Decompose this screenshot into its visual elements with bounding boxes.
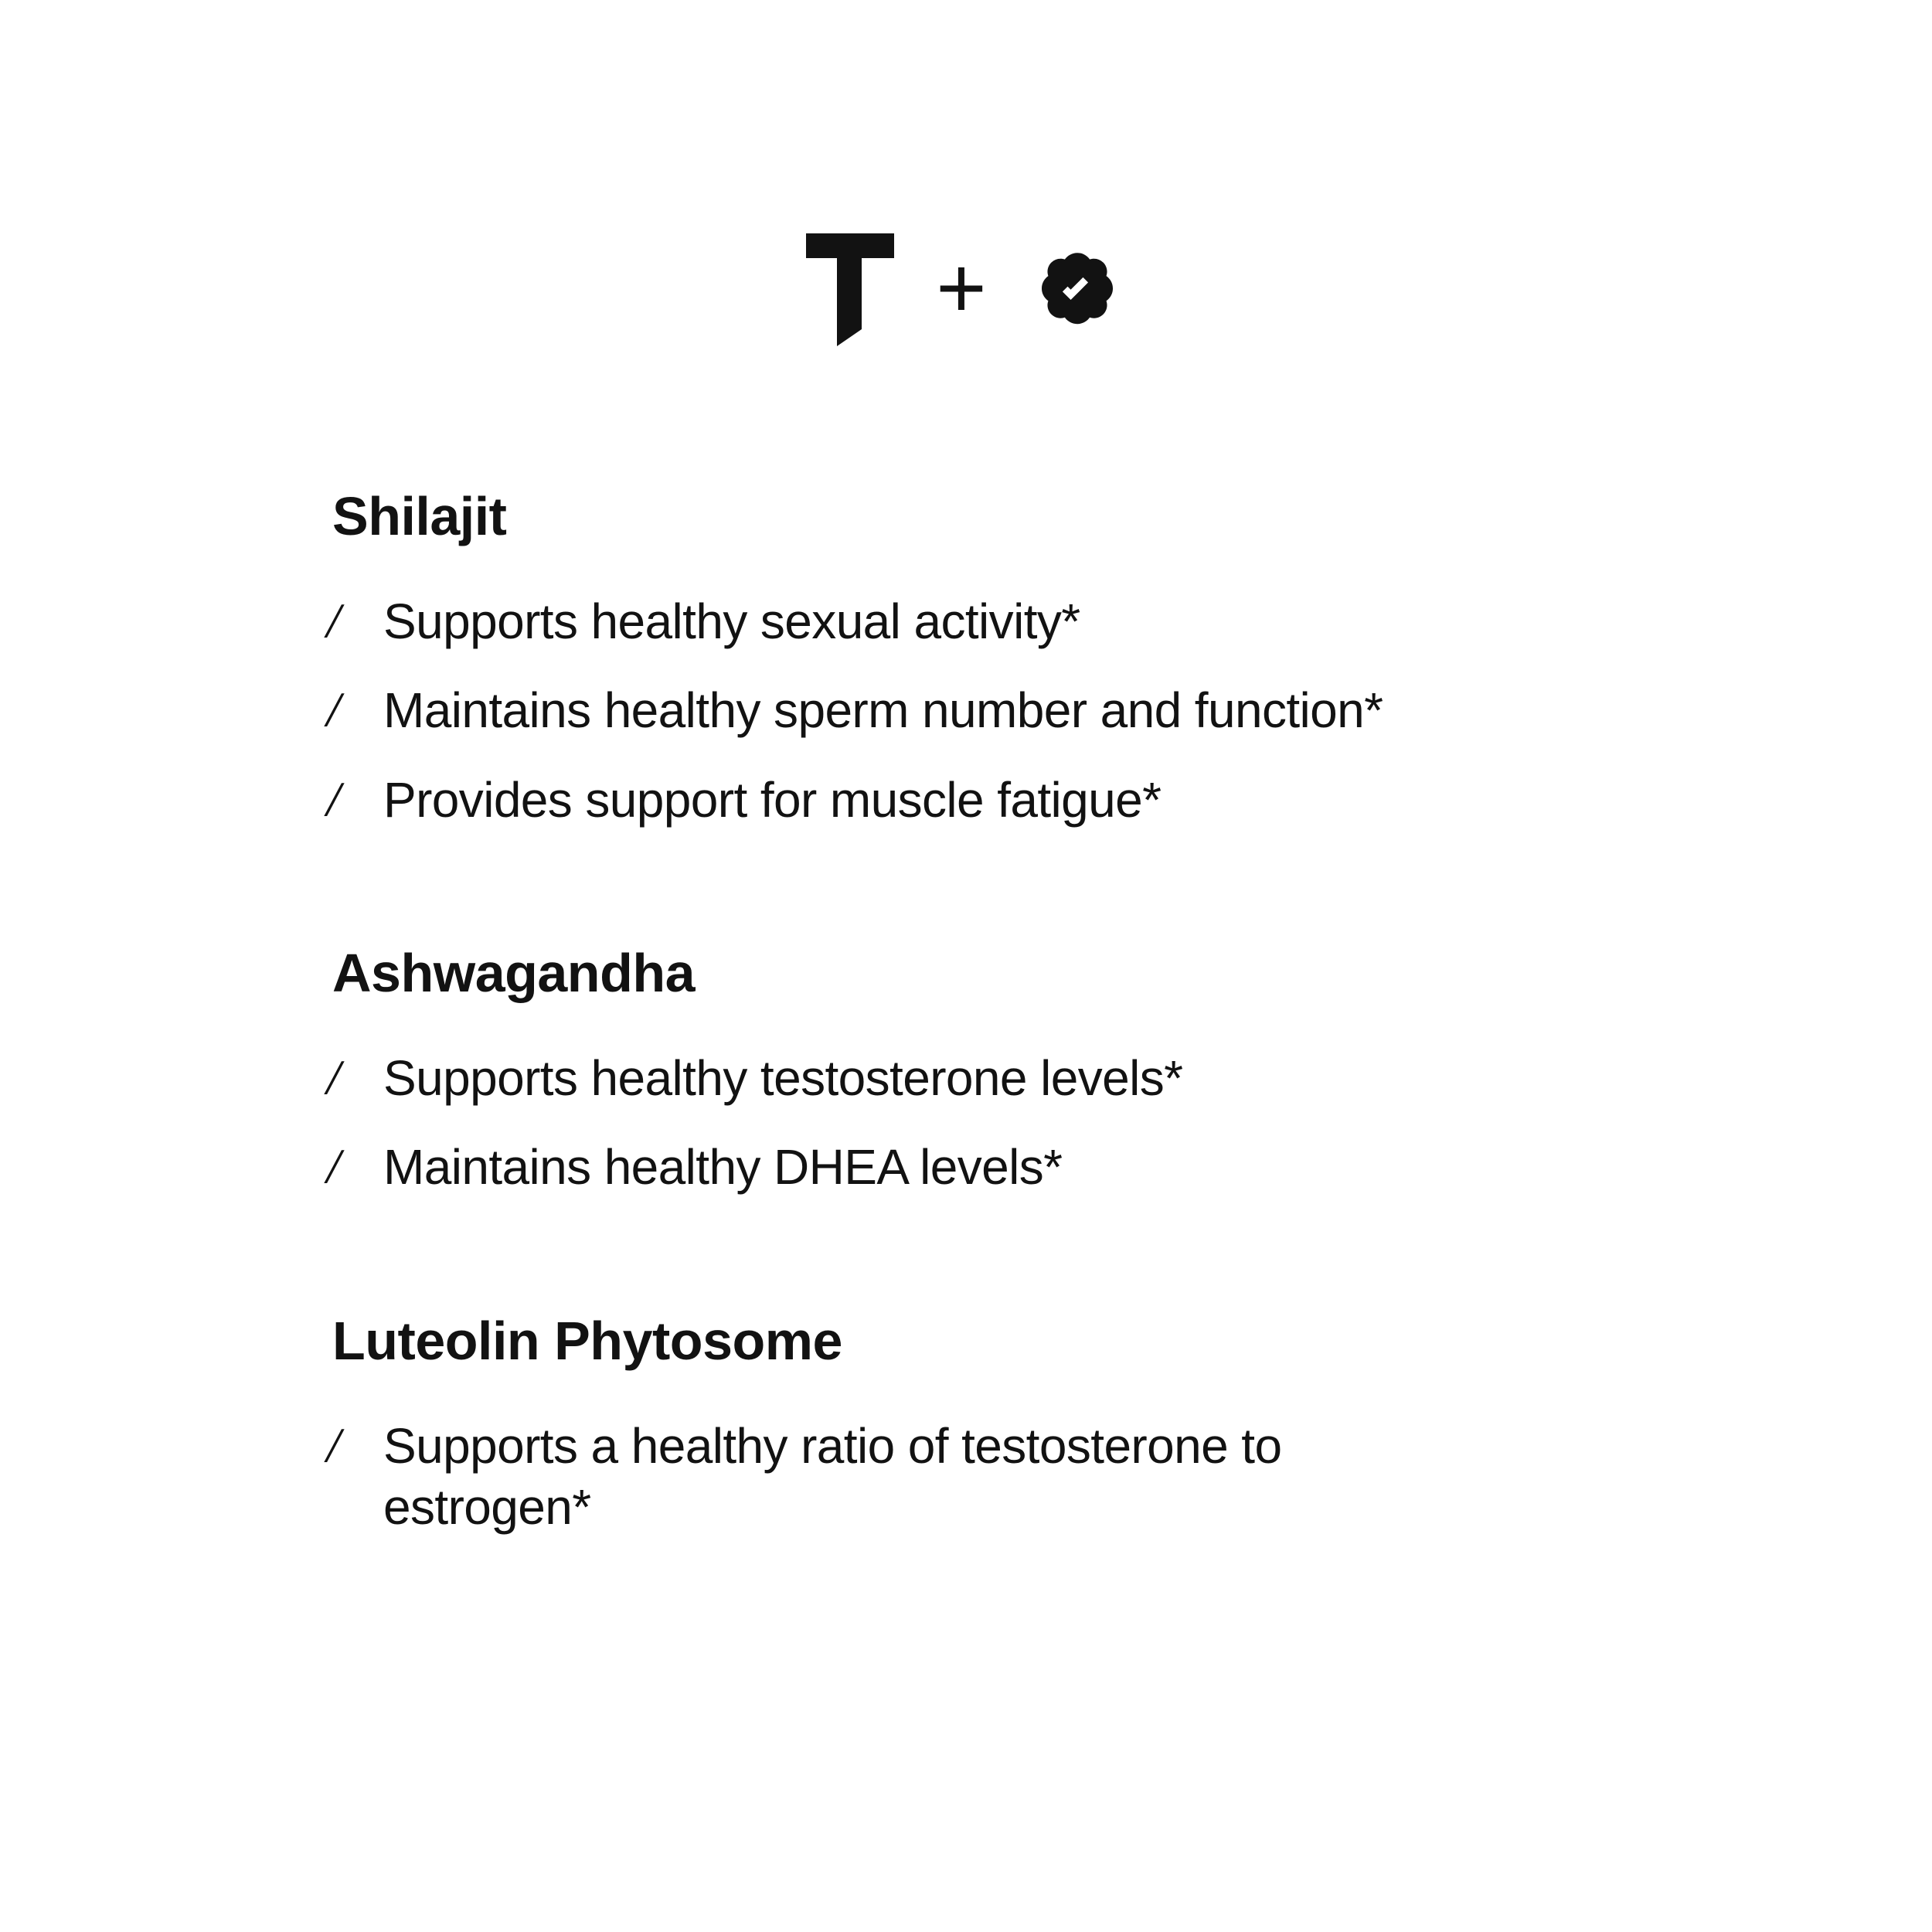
slash-bullet-icon: ⁄: [332, 1141, 339, 1195]
section-ashwagandha: [332, 944, 1692, 1199]
benefit-text: Supports a healthy ratio of testosterone to estrogen*: [383, 1417, 1282, 1536]
benefit-item: [332, 1048, 1692, 1109]
verified-check-badge-icon: [1027, 239, 1128, 343]
brand-t-logo-icon: [804, 232, 896, 350]
benefit-item: [332, 770, 1692, 831]
slash-bullet-icon: ⁄: [332, 595, 339, 648]
benefit-item: [332, 591, 1692, 652]
section-title: Luteolin Phytosome: [332, 1310, 842, 1371]
benefit-text: Provides support for muscle fatigue*: [383, 771, 1162, 828]
benefit-item: [332, 1416, 1692, 1539]
section-shilajit: [332, 487, 1692, 831]
benefit-text: Maintains healthy sperm number and function*: [383, 682, 1383, 739]
slash-bullet-icon: ⁄: [332, 684, 339, 738]
benefit-text: Maintains healthy DHEA levels*: [383, 1139, 1063, 1196]
benefit-text: Supports healthy testosterone levels*: [383, 1050, 1183, 1107]
section-title: Ashwagandha: [332, 943, 696, 1004]
benefit-text: Supports healthy sexual activity*: [383, 594, 1080, 649]
section-luteolin-phytosome: [332, 1311, 1692, 1539]
plus-sign: +: [936, 239, 987, 336]
benefit-item: [332, 1137, 1692, 1198]
sections-list: [332, 487, 1692, 1539]
benefit-item: [332, 680, 1692, 741]
slash-bullet-icon: ⁄: [332, 773, 339, 827]
section-title: Shilajit: [332, 486, 507, 546]
slash-bullet-icon: ⁄: [332, 1419, 339, 1473]
brand-lockup: [0, 232, 1932, 350]
slash-bullet-icon: ⁄: [332, 1052, 339, 1106]
